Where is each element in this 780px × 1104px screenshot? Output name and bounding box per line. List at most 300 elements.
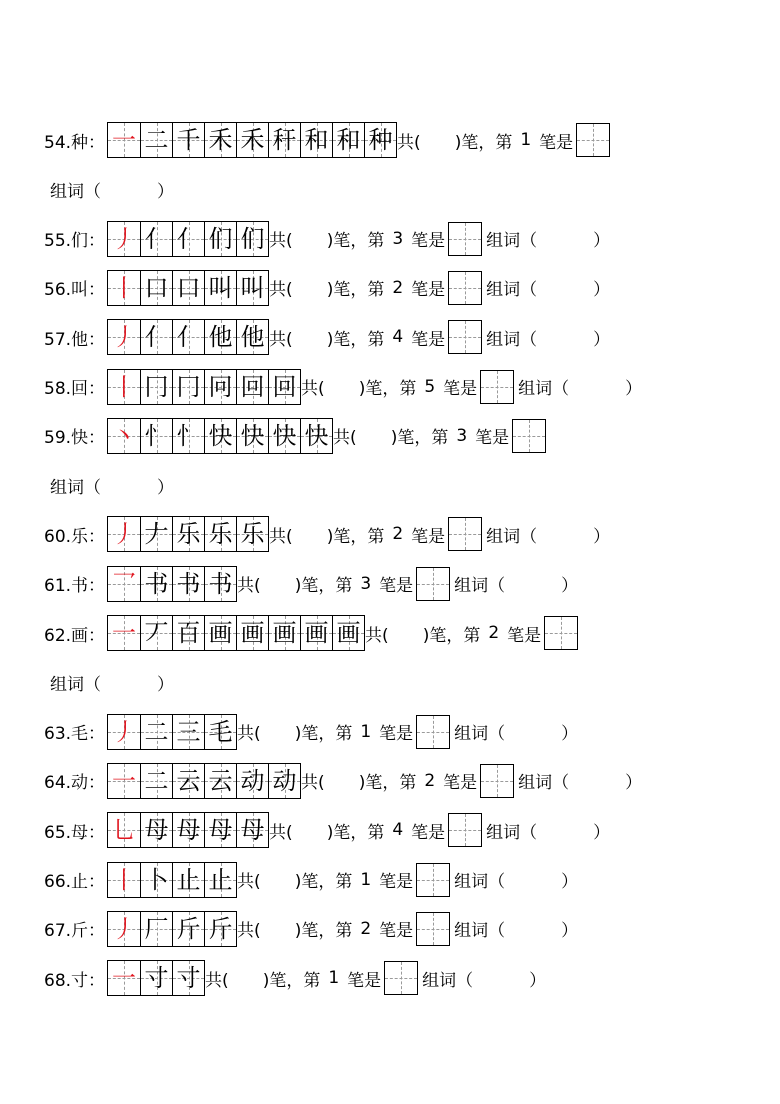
word-label: 组词（ <box>422 970 474 991</box>
exercise-row <box>44 319 610 355</box>
word-close: ） <box>157 181 174 202</box>
stroke-step-cell <box>236 271 268 305</box>
total-strokes-label: 共( <box>365 625 389 646</box>
stroke-step-glyph: 忄 <box>144 421 169 450</box>
stroke-step-glyph: 快 <box>240 421 265 450</box>
character-label: 61.书： <box>44 576 106 597</box>
stroke-question-label: )笔，第 <box>422 625 481 646</box>
stroke-step-cell <box>204 616 236 650</box>
stroke-step-glyph: 毛 <box>208 717 233 746</box>
stroke-step-glyph: 斤 <box>176 914 201 943</box>
stroke-step-cell <box>204 567 236 601</box>
stroke-number: 2 <box>392 524 404 545</box>
stroke-number: 2 <box>488 623 500 643</box>
stroke-step-glyph: 口 <box>144 273 169 302</box>
stroke-step-cell <box>108 271 140 305</box>
exercise-row <box>44 812 610 848</box>
first-stroke-answer-box[interactable] <box>416 863 450 897</box>
stroke-step-cell <box>172 222 204 256</box>
stroke-is-label: 笔是 <box>411 526 446 547</box>
first-stroke-answer-box[interactable] <box>576 123 610 157</box>
stroke-step-glyph: 丨 <box>112 273 137 302</box>
stroke-order-grid <box>107 862 237 898</box>
first-stroke-answer-box[interactable] <box>480 764 514 798</box>
stroke-is-label: 笔是 <box>411 280 446 301</box>
total-strokes-label: 共( <box>237 576 261 597</box>
stroke-step-glyph: 画 <box>208 619 233 647</box>
stroke-step-glyph: 亻 <box>176 323 201 352</box>
stroke-question-label: )笔，第 <box>326 526 385 547</box>
character-label: 56.叫： <box>44 280 106 301</box>
stroke-is-label: 笔是 <box>475 428 510 449</box>
stroke-step-cell <box>204 222 236 256</box>
stroke-step-glyph: 冂 <box>176 372 201 401</box>
stroke-step-cell <box>236 616 268 650</box>
stroke-step-cell <box>236 320 268 354</box>
stroke-step-cell <box>172 567 204 601</box>
stroke-step-glyph: 画 <box>336 619 361 647</box>
stroke-question-label: )笔，第 <box>294 724 353 745</box>
stroke-step-glyph: 千 <box>176 126 201 154</box>
stroke-is-label: 笔是 <box>379 872 414 892</box>
stroke-step-cell <box>140 863 172 897</box>
stroke-step-cell <box>268 764 300 798</box>
stroke-step-cell <box>108 419 140 453</box>
stroke-step-glyph: 丶 <box>112 421 137 450</box>
exercise-row <box>44 615 578 651</box>
exercise-row-continued <box>50 664 174 700</box>
stroke-order-grid <box>107 763 301 799</box>
stroke-step-glyph: 二 <box>144 766 169 795</box>
stroke-number: 3 <box>456 425 468 446</box>
stroke-step-cell <box>108 517 140 551</box>
first-stroke-answer-box[interactable] <box>448 222 482 256</box>
stroke-step-glyph: 母 <box>176 816 201 845</box>
stroke-number: 4 <box>392 820 404 841</box>
exercise-row <box>44 714 578 750</box>
stroke-step-cell <box>140 271 172 305</box>
word-close: ） <box>561 724 579 745</box>
stroke-number: 2 <box>424 770 436 791</box>
stroke-step-glyph: 亻 <box>176 224 201 253</box>
stroke-step-cell <box>172 715 204 749</box>
stroke-step-glyph: 丿 <box>112 323 137 352</box>
stroke-order-grid <box>107 319 269 355</box>
stroke-question-label: )笔，第 <box>326 280 385 301</box>
stroke-step-glyph: 丿 <box>112 224 137 253</box>
stroke-step-cell <box>140 419 172 453</box>
stroke-step-cell <box>268 123 300 157</box>
stroke-number: 4 <box>392 327 404 348</box>
character-label: 57.他： <box>44 329 106 350</box>
stroke-step-glyph: 乐 <box>240 520 265 549</box>
total-strokes-label: 共( <box>237 872 261 892</box>
stroke-step-cell <box>108 863 140 897</box>
first-stroke-answer-box[interactable] <box>448 517 482 551</box>
character-label: 55.们： <box>44 231 106 252</box>
character-label: 67.斤： <box>44 921 106 942</box>
word-close: ） <box>593 329 611 350</box>
stroke-step-cell <box>108 764 140 798</box>
exercise-row <box>44 369 642 405</box>
stroke-step-cell <box>268 370 300 404</box>
stroke-step-glyph: 云 <box>176 766 201 795</box>
stroke-step-cell <box>268 419 300 453</box>
stroke-question-label: )笔，第 <box>454 132 513 153</box>
stroke-is-label: 笔是 <box>347 970 382 991</box>
stroke-step-glyph: 云 <box>208 766 233 795</box>
stroke-step-glyph: 一 <box>112 619 137 647</box>
character-label: 64.动： <box>44 773 106 794</box>
word-label: 组词（ <box>50 674 101 695</box>
stroke-step-glyph: 止 <box>208 865 233 894</box>
stroke-step-glyph: 厂 <box>144 914 169 943</box>
word-label: 组词（ <box>50 477 101 498</box>
stroke-step-glyph: 们 <box>208 224 233 253</box>
stroke-step-glyph: 秆 <box>272 126 297 154</box>
stroke-step-cell <box>108 616 140 650</box>
stroke-step-glyph: 寸 <box>144 964 169 993</box>
first-stroke-answer-box[interactable] <box>512 419 546 453</box>
stroke-step-cell <box>300 419 332 453</box>
total-strokes-label: 共( <box>269 280 293 301</box>
stroke-order-grid <box>107 418 333 454</box>
word-label: 组词（ <box>518 773 570 794</box>
stroke-step-cell <box>172 764 204 798</box>
stroke-step-cell <box>172 320 204 354</box>
stroke-number: 3 <box>360 573 372 594</box>
stroke-step-cell <box>236 123 268 157</box>
stroke-number: 1 <box>360 721 372 742</box>
stroke-number: 1 <box>520 130 532 150</box>
stroke-step-cell <box>204 419 236 453</box>
stroke-order-grid <box>107 369 301 405</box>
stroke-step-glyph: 二 <box>144 126 169 154</box>
word-close: ） <box>157 477 174 498</box>
stroke-order-grid <box>107 221 269 257</box>
word-close: ） <box>593 231 611 252</box>
stroke-step-cell <box>204 863 236 897</box>
stroke-step-cell <box>140 961 172 995</box>
word-close: ） <box>593 280 611 301</box>
stroke-step-cell <box>140 764 172 798</box>
word-label: 组词（ <box>486 526 538 547</box>
stroke-step-cell <box>172 912 204 946</box>
stroke-question-label: )笔，第 <box>326 822 385 843</box>
total-strokes-label: 共( <box>237 724 261 745</box>
stroke-order-grid <box>107 960 205 996</box>
character-label: 58.回： <box>44 379 106 399</box>
stroke-step-glyph: 母 <box>144 816 169 845</box>
stroke-step-cell <box>140 813 172 847</box>
exercise-row <box>44 960 546 996</box>
stroke-step-cell <box>172 961 204 995</box>
exercise-row <box>44 418 546 454</box>
stroke-step-cell <box>172 863 204 897</box>
stroke-step-glyph: 禾 <box>240 126 265 154</box>
stroke-step-cell <box>172 517 204 551</box>
stroke-step-cell <box>236 517 268 551</box>
stroke-step-cell <box>204 370 236 404</box>
stroke-question-label: )笔，第 <box>390 428 449 449</box>
stroke-step-cell <box>140 715 172 749</box>
stroke-step-glyph: 叫 <box>208 273 233 302</box>
stroke-is-label: 笔是 <box>507 625 542 646</box>
stroke-step-cell <box>140 567 172 601</box>
stroke-step-cell <box>236 419 268 453</box>
stroke-step-glyph: 和 <box>304 126 329 154</box>
stroke-step-glyph: 斤 <box>208 914 233 943</box>
stroke-step-cell <box>332 616 364 650</box>
exercise-row <box>44 763 642 799</box>
stroke-step-cell <box>140 123 172 157</box>
stroke-step-glyph: 丨 <box>112 865 137 894</box>
stroke-order-grid <box>107 714 237 750</box>
stroke-step-glyph: 冂 <box>144 372 169 401</box>
stroke-step-glyph: 乐 <box>208 520 233 549</box>
stroke-step-glyph: 止 <box>176 865 201 894</box>
stroke-step-glyph: 丿 <box>112 914 137 943</box>
stroke-step-glyph: 忄 <box>176 421 201 450</box>
stroke-step-glyph: 和 <box>336 126 361 154</box>
stroke-question-label: )笔，第 <box>358 379 417 399</box>
stroke-step-cell <box>108 370 140 404</box>
stroke-step-glyph: 动 <box>272 766 297 795</box>
stroke-order-grid <box>107 566 237 602</box>
stroke-is-label: 笔是 <box>379 724 414 745</box>
stroke-step-cell <box>140 222 172 256</box>
total-strokes-label: 共( <box>301 379 325 399</box>
first-stroke-answer-box[interactable] <box>416 567 450 601</box>
stroke-step-glyph: 𠂇 <box>144 520 169 549</box>
word-close: ） <box>625 379 643 399</box>
first-stroke-answer-box[interactable] <box>448 813 482 847</box>
stroke-step-glyph: 丆 <box>144 619 169 647</box>
word-label: 组词（ <box>50 181 101 202</box>
word-close: ） <box>593 526 611 547</box>
stroke-step-cell <box>108 715 140 749</box>
stroke-step-cell <box>236 813 268 847</box>
word-close: ） <box>625 773 643 794</box>
first-stroke-answer-box[interactable] <box>448 271 482 305</box>
stroke-step-glyph: 书 <box>208 569 233 598</box>
character-label: 63.毛： <box>44 724 106 745</box>
word-close: ） <box>529 970 547 991</box>
stroke-step-cell <box>140 370 172 404</box>
stroke-step-glyph: 动 <box>240 766 265 795</box>
stroke-step-cell <box>204 912 236 946</box>
total-strokes-label: 共( <box>205 970 229 991</box>
stroke-step-glyph: 乛 <box>112 569 137 598</box>
stroke-order-grid <box>107 270 269 306</box>
word-close: ） <box>561 921 579 942</box>
stroke-step-cell <box>140 517 172 551</box>
first-stroke-answer-box[interactable] <box>544 616 578 650</box>
first-stroke-answer-box[interactable] <box>416 912 450 946</box>
character-label: 65.母： <box>44 822 106 843</box>
stroke-is-label: 笔是 <box>379 921 414 942</box>
exercise-row <box>44 516 610 552</box>
stroke-step-glyph: 口 <box>176 273 201 302</box>
stroke-step-glyph: 快 <box>208 421 233 450</box>
first-stroke-answer-box[interactable] <box>480 370 514 404</box>
word-close: ） <box>561 872 579 892</box>
stroke-step-glyph: 百 <box>176 619 201 647</box>
exercise-row <box>44 122 610 158</box>
total-strokes-label: 共( <box>301 773 325 794</box>
total-strokes-label: 共( <box>269 329 293 350</box>
stroke-is-label: 笔是 <box>539 132 574 153</box>
stroke-step-glyph: 书 <box>176 569 201 598</box>
stroke-step-glyph: 冋 <box>208 372 233 401</box>
word-label: 组词（ <box>486 822 538 843</box>
stroke-step-glyph: 亻 <box>144 323 169 352</box>
stroke-step-glyph: 回 <box>240 372 265 401</box>
stroke-order-grid <box>107 615 365 651</box>
stroke-step-cell <box>204 517 236 551</box>
word-label: 组词（ <box>486 329 538 350</box>
stroke-question-label: )笔，第 <box>358 773 417 794</box>
stroke-step-cell <box>204 715 236 749</box>
stroke-number: 1 <box>360 869 372 890</box>
character-label: 66.止： <box>44 872 106 892</box>
stroke-step-cell <box>204 764 236 798</box>
stroke-step-cell <box>236 370 268 404</box>
word-label: 组词（ <box>486 231 538 252</box>
stroke-question-label: )笔，第 <box>294 921 353 942</box>
stroke-step-cell <box>172 123 204 157</box>
stroke-step-cell <box>108 222 140 256</box>
word-label: 组词（ <box>454 576 506 597</box>
character-label: 60.乐： <box>44 526 106 547</box>
stroke-step-glyph: 寸 <box>176 964 201 993</box>
stroke-step-cell <box>204 813 236 847</box>
stroke-step-glyph: 一 <box>112 964 137 993</box>
stroke-step-cell <box>108 912 140 946</box>
stroke-step-glyph: 亻 <box>144 224 169 253</box>
stroke-question-label: )笔，第 <box>294 576 353 597</box>
stroke-is-label: 笔是 <box>411 231 446 252</box>
stroke-step-cell <box>172 271 204 305</box>
stroke-step-cell <box>108 123 140 157</box>
stroke-step-glyph: 丿 <box>112 520 137 549</box>
exercise-row <box>44 270 610 306</box>
stroke-order-grid <box>107 812 269 848</box>
stroke-order-grid <box>107 911 237 947</box>
total-strokes-label: 共( <box>397 132 421 153</box>
stroke-is-label: 笔是 <box>443 773 478 794</box>
stroke-step-cell <box>108 567 140 601</box>
stroke-step-glyph: 快 <box>272 421 297 450</box>
stroke-step-glyph: 回 <box>272 372 297 401</box>
stroke-step-cell <box>108 813 140 847</box>
word-close: ） <box>593 822 611 843</box>
stroke-step-glyph: 种 <box>368 126 393 154</box>
stroke-number: 1 <box>328 968 340 989</box>
stroke-order-grid <box>107 516 269 552</box>
stroke-step-cell <box>172 419 204 453</box>
stroke-step-cell <box>236 764 268 798</box>
stroke-question-label: )笔，第 <box>262 970 321 991</box>
stroke-step-cell <box>236 222 268 256</box>
stroke-step-cell <box>108 961 140 995</box>
total-strokes-label: 共( <box>269 822 293 843</box>
stroke-number: 2 <box>360 918 372 939</box>
stroke-question-label: )笔，第 <box>326 231 385 252</box>
stroke-order-grid <box>107 122 397 158</box>
character-label: 62.画： <box>44 625 106 646</box>
exercise-row <box>44 911 578 947</box>
stroke-step-glyph: 一 <box>112 766 137 795</box>
stroke-step-glyph: 画 <box>240 619 265 647</box>
first-stroke-answer-box[interactable] <box>416 715 450 749</box>
first-stroke-answer-box[interactable] <box>448 320 482 354</box>
stroke-step-glyph: 三 <box>176 717 201 746</box>
stroke-step-glyph: 画 <box>304 619 329 647</box>
stroke-step-cell <box>172 813 204 847</box>
character-label: 54.种： <box>44 132 106 153</box>
stroke-step-cell <box>172 616 204 650</box>
stroke-step-glyph: 二 <box>144 717 169 746</box>
stroke-step-glyph: 卜 <box>144 865 169 894</box>
word-close: ） <box>561 576 579 597</box>
stroke-step-cell <box>204 320 236 354</box>
stroke-step-cell <box>140 616 172 650</box>
character-label: 68.寸： <box>44 970 106 991</box>
stroke-number: 3 <box>392 228 404 249</box>
stroke-step-glyph: 们 <box>240 224 265 253</box>
stroke-step-cell <box>300 123 332 157</box>
exercise-row-continued <box>50 171 174 207</box>
character-label: 59.快： <box>44 428 106 449</box>
stroke-number: 5 <box>424 376 436 397</box>
stroke-step-glyph: 他 <box>208 323 233 352</box>
stroke-step-glyph: 母 <box>208 816 233 845</box>
total-strokes-label: 共( <box>269 526 293 547</box>
word-close: ） <box>157 674 174 695</box>
stroke-step-cell <box>204 123 236 157</box>
stroke-step-glyph: 母 <box>240 816 265 845</box>
stroke-step-cell <box>108 320 140 354</box>
stroke-step-glyph: 画 <box>272 619 297 647</box>
stroke-step-glyph: 叫 <box>240 273 265 302</box>
stroke-is-label: 笔是 <box>411 329 446 350</box>
stroke-step-cell <box>140 320 172 354</box>
stroke-step-glyph: 丨 <box>112 372 137 401</box>
stroke-step-cell <box>364 123 396 157</box>
exercise-row <box>44 566 578 602</box>
stroke-step-glyph: 禾 <box>208 126 233 154</box>
total-strokes-label: 共( <box>237 921 261 942</box>
stroke-step-cell <box>268 616 300 650</box>
first-stroke-answer-box[interactable] <box>384 961 418 995</box>
stroke-is-label: 笔是 <box>379 576 414 597</box>
stroke-step-glyph: 快 <box>304 421 329 450</box>
stroke-question-label: )笔，第 <box>326 329 385 350</box>
stroke-step-glyph: 乚 <box>112 816 137 845</box>
total-strokes-label: 共( <box>333 428 357 449</box>
stroke-number: 2 <box>392 277 404 298</box>
exercise-row-continued <box>50 467 174 503</box>
stroke-step-cell <box>300 616 332 650</box>
stroke-step-glyph: 丿 <box>112 717 137 746</box>
word-label: 组词（ <box>454 872 506 892</box>
stroke-step-cell <box>172 370 204 404</box>
total-strokes-label: 共( <box>269 231 293 252</box>
word-label: 组词（ <box>518 379 570 399</box>
stroke-question-label: )笔，第 <box>294 872 353 892</box>
stroke-step-glyph: 书 <box>144 569 169 598</box>
